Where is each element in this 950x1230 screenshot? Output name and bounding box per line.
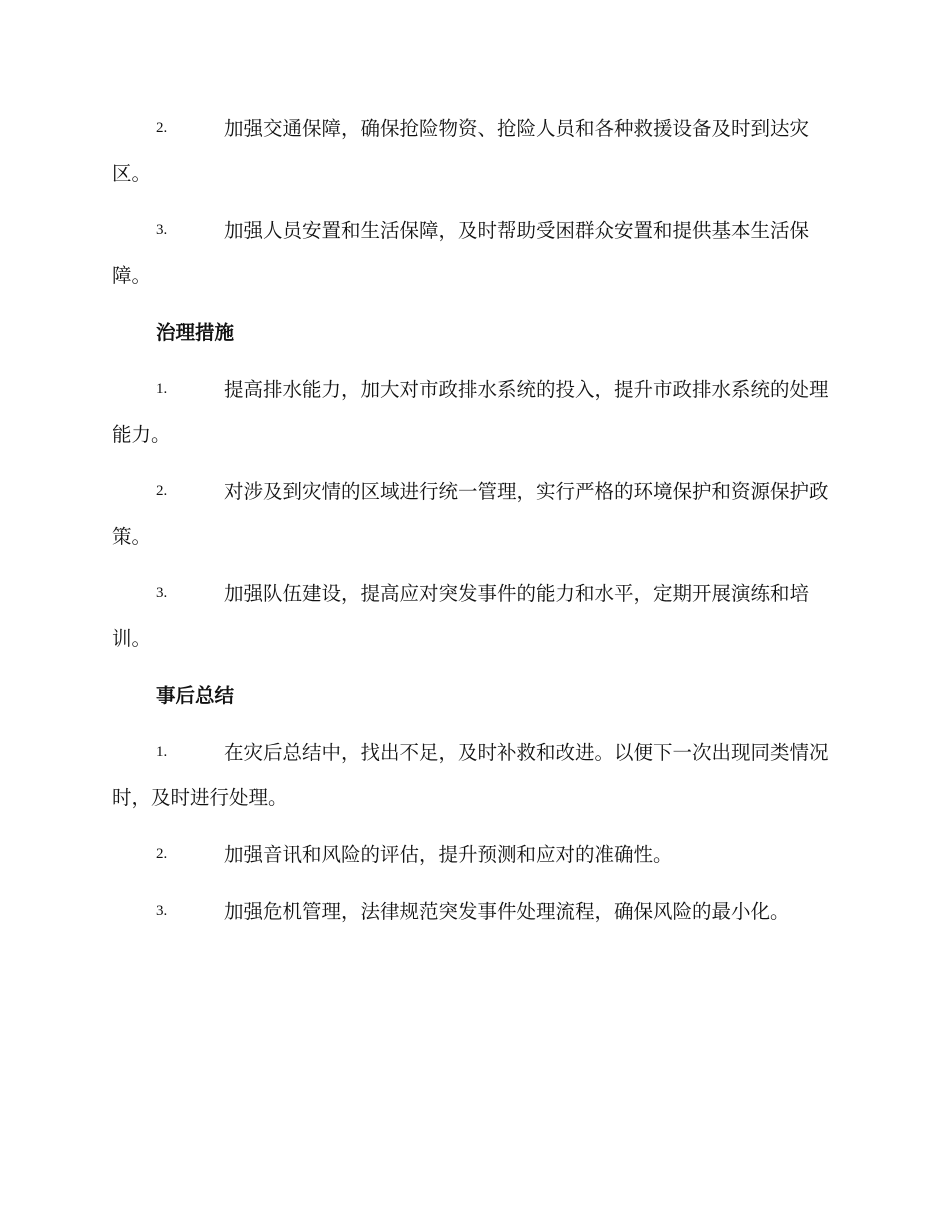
list-item bbox=[112, 106, 836, 196]
list-item-number: 3. bbox=[156, 222, 168, 238]
list-item-number: 3. bbox=[156, 585, 168, 601]
list-item bbox=[112, 730, 836, 820]
list-item-number: 2. bbox=[156, 120, 168, 136]
list-item-text: 加强队伍建设，提高应对突发事件的能力和水平，定期开展演练和培训。 bbox=[112, 582, 810, 650]
list-item bbox=[112, 832, 836, 877]
list-item-text: 加强人员安置和生活保障，及时帮助受困群众安置和提供基本生活保障。 bbox=[112, 219, 810, 287]
list-item bbox=[112, 889, 836, 934]
list-item bbox=[112, 571, 836, 661]
list-item bbox=[112, 208, 836, 298]
list-item-number: 2. bbox=[156, 846, 168, 862]
section-heading-review: 事后总结 bbox=[156, 684, 235, 707]
list-item-text: 加强交通保障，确保抢险物资、抢险人员和各种救援设备及时到达灾区。 bbox=[112, 117, 810, 185]
document-body bbox=[112, 106, 836, 946]
list-item-number: 1. bbox=[156, 744, 168, 760]
list-item-text: 加强音讯和风险的评估，提升预测和应对的准确性。 bbox=[224, 843, 673, 866]
list-item-text: 提高排水能力，加大对市政排水系统的投入，提升市政排水系统的处理能力。 bbox=[112, 378, 829, 446]
list-item-text: 加强危机管理，法律规范突发事件处理流程，确保风险的最小化。 bbox=[224, 900, 790, 923]
list-item-number: 2. bbox=[156, 483, 168, 499]
list-item-number: 3. bbox=[156, 903, 168, 919]
list-item-text: 在灾后总结中，找出不足，及时补救和改进。以便下一次出现同类情况时，及时进行处理。 bbox=[112, 741, 829, 809]
list-item-text: 对涉及到灾情的区域进行统一管理，实行严格的环境保护和资源保护政策。 bbox=[112, 480, 829, 548]
list-item-number: 1. bbox=[156, 381, 168, 397]
section-heading-governance: 治理措施 bbox=[156, 321, 235, 344]
list-item bbox=[112, 469, 836, 559]
list-item bbox=[112, 367, 836, 457]
